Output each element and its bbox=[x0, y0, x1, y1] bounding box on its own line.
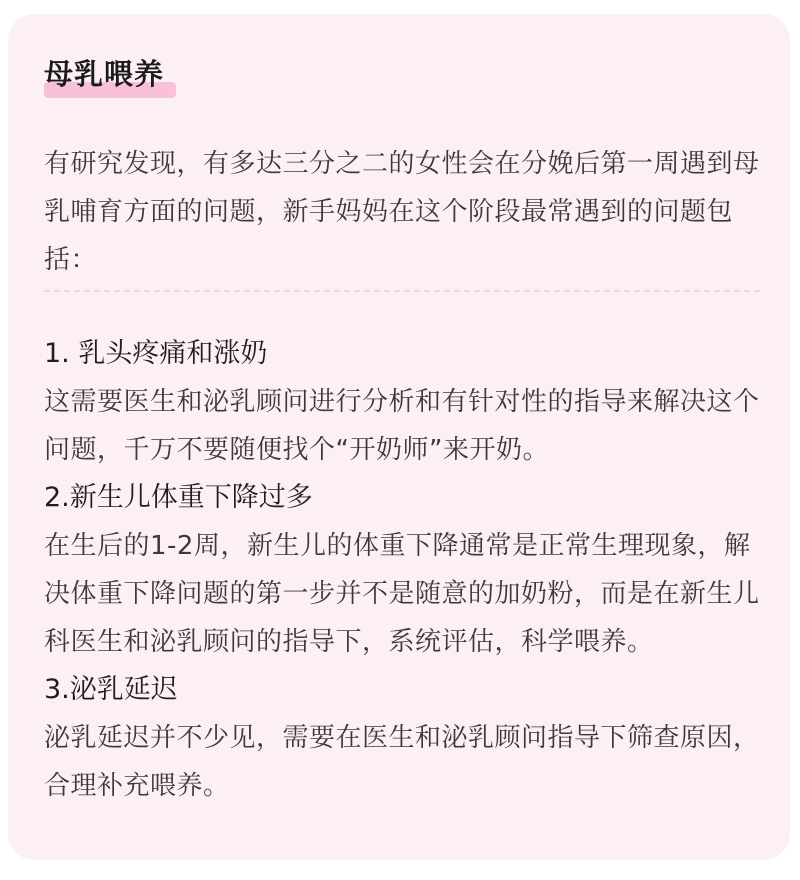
section-1 bbox=[44, 330, 768, 474]
section-3 bbox=[44, 666, 768, 810]
section-3-body: 泌乳延迟并不少见，需要在医生和泌乳顾问指导下筛查原因，合理补充喂养。 bbox=[44, 723, 760, 801]
sections-list bbox=[44, 330, 768, 810]
section-1-body: 这需要医生和泌乳顾问进行分析和有针对性的指导来解决这个问题，千万不要随便找个“开奶师”来开奶。 bbox=[44, 387, 760, 465]
section-2 bbox=[44, 474, 768, 666]
section-3-heading: 3.泌乳延迟 bbox=[44, 674, 178, 705]
content-card bbox=[8, 14, 790, 860]
section-2-body: 在生后的1-2周，新生儿的体重下降通常是正常生理现象，解决体重下降问题的第一步并不是随意的加奶粉，而是在新生儿科医生和泌乳顾问的指导下，系统评估，科学喂养。 bbox=[44, 531, 760, 657]
dashed-divider bbox=[44, 290, 760, 292]
section-1-heading: 1. 乳头疼痛和涨奶 bbox=[44, 338, 268, 369]
page-title: 母乳喂养 bbox=[44, 57, 165, 91]
section-2-heading: 2.新生儿体重下降过多 bbox=[44, 482, 313, 513]
title-block bbox=[44, 54, 176, 96]
intro-paragraph: 有研究发现，有多达三分之二的女性会在分娩后第一周遇到母乳哺育方面的问题，新手妈妈在这个阶段最常遇到的问题包括： bbox=[44, 149, 760, 275]
